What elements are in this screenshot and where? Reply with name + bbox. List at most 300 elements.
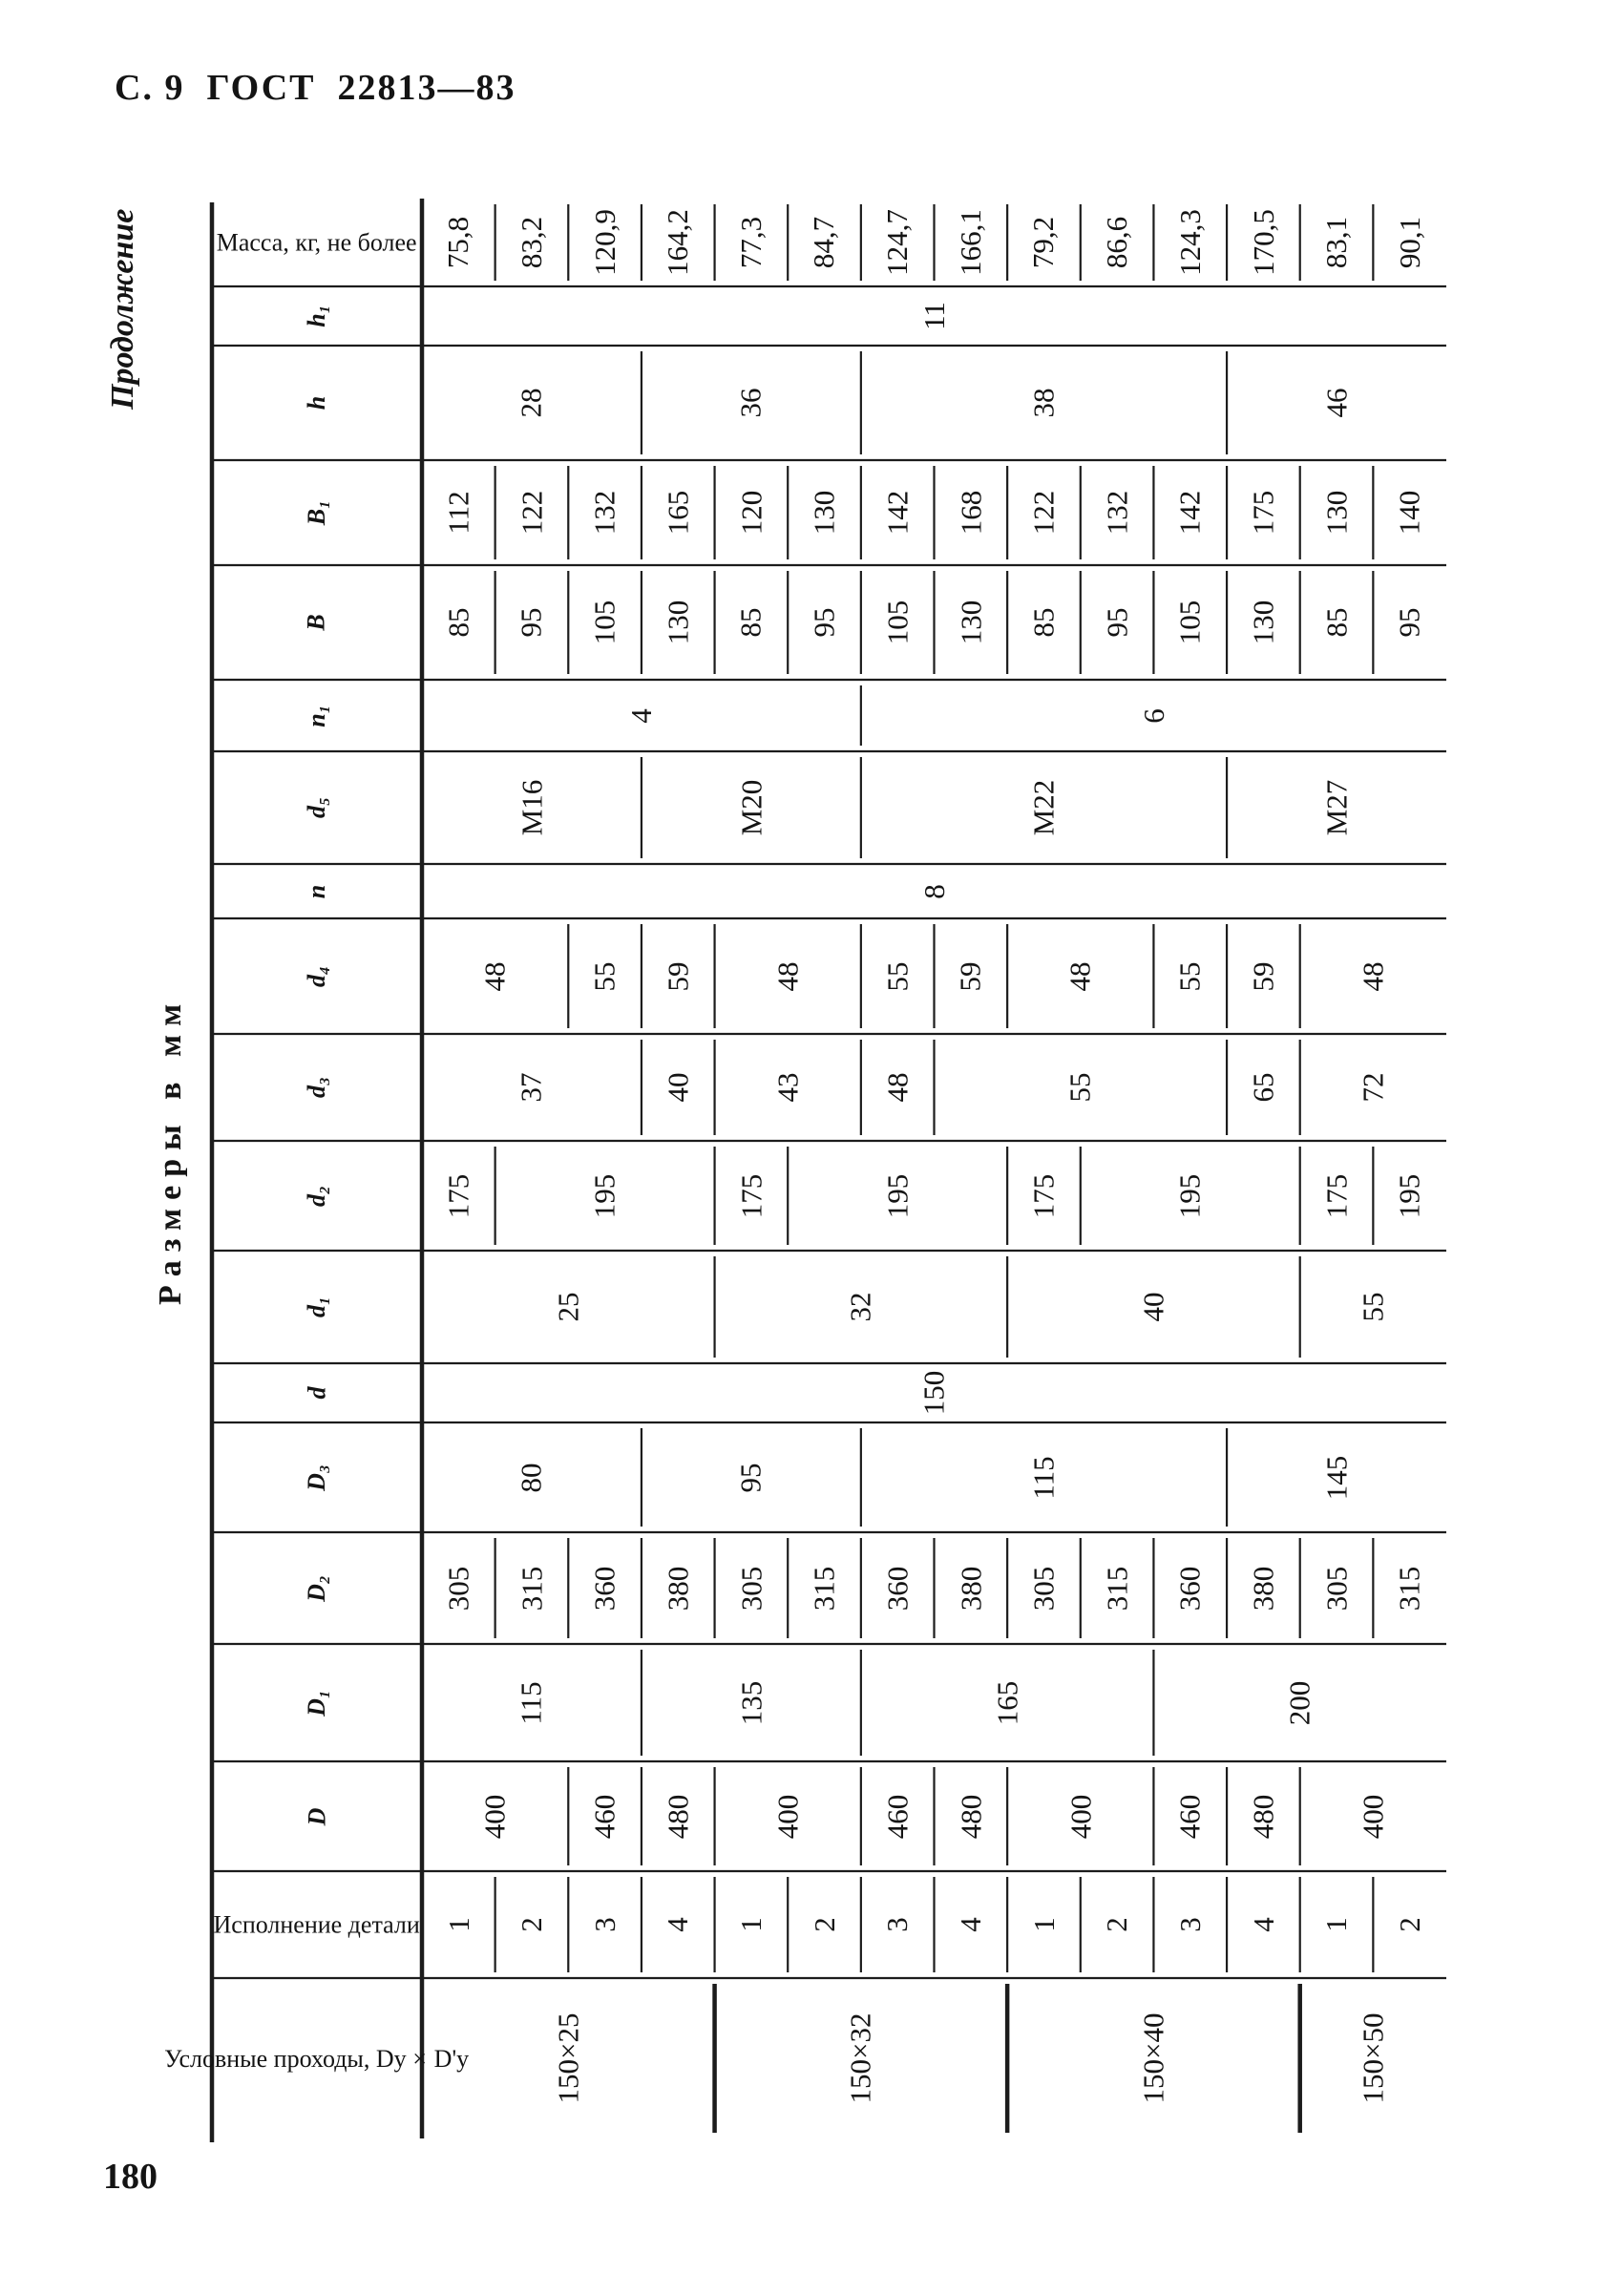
- cell-mass: [861, 199, 935, 286]
- cell-d4: [1153, 918, 1227, 1034]
- cell-value: 43: [770, 1072, 805, 1103]
- cell-value: 95: [1100, 607, 1134, 638]
- cell-b1: [1227, 460, 1300, 565]
- cell-b1: [495, 460, 569, 565]
- cell-b: [568, 565, 642, 680]
- cell-mass: [568, 199, 642, 286]
- cell-value: 80: [514, 1463, 548, 1492]
- cell-b1: [642, 460, 715, 565]
- cell-value: 2: [514, 1917, 548, 1932]
- cell-value: 4: [623, 707, 658, 724]
- cell-value: 195: [587, 1173, 621, 1218]
- cell-d2: [861, 1532, 935, 1644]
- cell-value: 36: [733, 388, 768, 418]
- column-header-b1: [212, 460, 422, 565]
- column-header-d1: [212, 1644, 422, 1761]
- cell-value: 90,1: [1392, 216, 1426, 269]
- cell-d2: [1081, 1141, 1300, 1251]
- cell-value: 168: [953, 490, 987, 536]
- cell-value: 305: [1026, 1566, 1061, 1611]
- cell-value: 480: [1246, 1794, 1280, 1839]
- cell-value: 400: [1356, 1794, 1390, 1839]
- cell-value: 85: [733, 607, 768, 638]
- cell-d: [422, 1363, 1446, 1422]
- cell-value: 55: [1172, 961, 1207, 991]
- cell-isp: [1227, 1871, 1300, 1978]
- cell-b: [642, 565, 715, 680]
- cell-h: [422, 346, 642, 460]
- cell-value: 48: [1063, 961, 1097, 991]
- cell-value: 145: [1319, 1455, 1354, 1500]
- cell-value: 122: [1026, 490, 1061, 536]
- cell-d2: [715, 1532, 789, 1644]
- units-title: Размеры в мм: [153, 995, 188, 1306]
- cell-value: 305: [1319, 1566, 1354, 1611]
- cell-b: [1153, 565, 1227, 680]
- cell-value: 37: [514, 1072, 548, 1103]
- column-header-label: Масса, кг, не более: [217, 228, 417, 257]
- cell-value: 380: [1246, 1566, 1280, 1611]
- column-header-label: D₃: [303, 1464, 330, 1491]
- cell-value: 77,3: [733, 216, 768, 269]
- cell-d4: [861, 918, 935, 1034]
- cell-value: 164,2: [661, 209, 695, 276]
- cell-isp: [568, 1871, 642, 1978]
- cell-value: 480: [953, 1794, 987, 1839]
- cell-value: 165: [990, 1680, 1024, 1725]
- column-header-n1: [212, 680, 422, 751]
- column-header-label: Условные проходы, Dу×D'у: [164, 2044, 470, 2073]
- cell-d1: [642, 1644, 861, 1761]
- cell-isp: [1300, 1871, 1374, 1978]
- cell-mass: [788, 199, 861, 286]
- cell-value: 105: [1172, 600, 1207, 645]
- cell-isp: [1081, 1871, 1154, 1978]
- cell-d2: [1081, 1532, 1154, 1644]
- cell-value: 122: [514, 490, 548, 536]
- cell-value: 8: [916, 883, 951, 899]
- cell-value: 400: [1063, 1794, 1097, 1839]
- cell-mass: [1153, 199, 1227, 286]
- column-header-d3: [212, 1034, 422, 1141]
- cell-d3: [715, 1034, 861, 1141]
- cell-value: 86,6: [1100, 216, 1134, 269]
- cell-value: 40: [1136, 1292, 1170, 1322]
- cell-value: 380: [661, 1566, 695, 1611]
- cell-d: [1300, 1761, 1446, 1871]
- column-header-label: d₃: [302, 1076, 330, 1099]
- cell-value: 28: [514, 388, 548, 418]
- cell-isp: [1153, 1871, 1227, 1978]
- cell-value: 175: [441, 1173, 475, 1218]
- cell-value: 6: [1136, 707, 1170, 724]
- cell-value: 460: [880, 1794, 915, 1839]
- cell-d2: [788, 1532, 861, 1644]
- column-header-label: d₁: [302, 1295, 330, 1318]
- column-header-label: n: [303, 884, 330, 898]
- cell-value: 48: [1356, 961, 1390, 991]
- cell-b1: [1081, 460, 1154, 565]
- cell-isp: [1373, 1871, 1446, 1978]
- column-header-label: d: [303, 1386, 330, 1400]
- cell-value: 1: [441, 1917, 475, 1932]
- cell-value: 460: [587, 1794, 621, 1839]
- cell-d2: [1373, 1141, 1446, 1251]
- cell-mass: [495, 199, 569, 286]
- cell-d2: [788, 1141, 1007, 1251]
- cell-d4: [1300, 918, 1446, 1034]
- column-header-label: h₁: [303, 305, 330, 327]
- cell-d: [861, 1761, 935, 1871]
- cell-value: 95: [1392, 607, 1426, 638]
- column-header-label: d₅: [302, 796, 330, 819]
- cell-b1: [1007, 460, 1081, 565]
- cell-value: 25: [551, 1292, 585, 1322]
- cell-d2: [642, 1532, 715, 1644]
- cell-d3: [935, 1034, 1228, 1141]
- cell-d: [568, 1761, 642, 1871]
- cell-value: 140: [1392, 490, 1426, 536]
- cell-value: 48: [770, 961, 805, 991]
- cell-d2: [1373, 1532, 1446, 1644]
- cell-value: 85: [441, 607, 475, 638]
- cell-b: [1373, 565, 1446, 680]
- cell-value: 59: [953, 961, 987, 991]
- cell-h: [642, 346, 861, 460]
- cell-value: 132: [1100, 490, 1134, 536]
- cell-value: 130: [1246, 600, 1280, 645]
- cell-value: 1: [1319, 1917, 1354, 1932]
- cell-mass: [1007, 199, 1081, 286]
- cell-d2: [1007, 1532, 1081, 1644]
- cell-d3: [422, 1034, 642, 1141]
- cell-d2: [715, 1141, 789, 1251]
- cell-dy: [422, 1978, 715, 2138]
- cell-value: 135: [733, 1680, 768, 1725]
- cell-value: 360: [1172, 1566, 1207, 1611]
- cell-h1: [422, 286, 1446, 346]
- cell-h: [1227, 346, 1446, 460]
- cell-value: M22: [1026, 779, 1061, 836]
- cell-value: 55: [880, 961, 915, 991]
- cell-value: 165: [661, 490, 695, 536]
- cell-value: 2: [1392, 1917, 1426, 1932]
- cell-dy: [715, 1978, 1008, 2138]
- cell-value: 72: [1356, 1072, 1390, 1103]
- cell-b: [788, 565, 861, 680]
- cell-value: 40: [661, 1072, 695, 1103]
- cell-value: 150: [916, 1370, 951, 1416]
- cell-value: 195: [1392, 1173, 1426, 1218]
- column-header-label: D₂: [303, 1574, 330, 1602]
- column-header-dy: [164, 1978, 470, 2138]
- cell-value: 132: [587, 490, 621, 536]
- column-header-d: [212, 1363, 422, 1422]
- cell-value: 105: [587, 600, 621, 645]
- cell-d: [715, 1761, 861, 1871]
- cell-value: 170,5: [1246, 209, 1280, 276]
- cell-mass: [1081, 199, 1154, 286]
- cell-value: 166,1: [953, 209, 987, 276]
- cell-d: [1007, 1761, 1153, 1871]
- column-header-label: D: [303, 1807, 330, 1825]
- cell-d2: [495, 1141, 715, 1251]
- cell-value: 83,2: [514, 216, 548, 269]
- cell-b1: [1300, 460, 1374, 565]
- column-header-label: d₂: [302, 1185, 330, 1207]
- cell-d2: [1300, 1532, 1374, 1644]
- cell-value: 460: [1172, 1794, 1207, 1839]
- cell-value: 3: [1172, 1917, 1207, 1932]
- cell-value: 79,2: [1026, 216, 1061, 269]
- cell-value: 55: [1063, 1072, 1097, 1103]
- cell-value: 315: [1392, 1566, 1426, 1611]
- cell-d5: [861, 751, 1227, 864]
- cell-value: 150×32: [843, 2012, 877, 2104]
- cell-b: [935, 565, 1008, 680]
- column-header-label: n₁: [303, 704, 330, 727]
- cell-b: [1007, 565, 1081, 680]
- column-header-label: D₁: [303, 1689, 330, 1717]
- cell-d: [1227, 1761, 1300, 1871]
- cell-value: 360: [587, 1566, 621, 1611]
- cell-value: 150×40: [1136, 2012, 1170, 2104]
- cell-value: 142: [1172, 490, 1207, 536]
- cell-value: 195: [1172, 1173, 1207, 1218]
- column-header-label: B: [303, 614, 330, 631]
- cell-value: 380: [953, 1566, 987, 1611]
- cell-mass: [1373, 199, 1446, 286]
- cell-value: 400: [477, 1794, 512, 1839]
- cell-b1: [1373, 460, 1446, 565]
- column-header-d: [212, 1761, 422, 1871]
- cell-value: 4: [953, 1917, 987, 1932]
- cell-value: 105: [880, 600, 915, 645]
- cell-value: 360: [880, 1566, 915, 1611]
- cell-isp: [715, 1871, 789, 1978]
- cell-value: 400: [770, 1794, 805, 1839]
- cell-value: 315: [514, 1566, 548, 1611]
- cell-b1: [422, 460, 495, 565]
- column-header-d5: [212, 751, 422, 864]
- cell-d2: [1007, 1141, 1081, 1251]
- cell-b: [1227, 565, 1300, 680]
- cell-value: 95: [807, 607, 841, 638]
- cell-d1: [422, 1251, 715, 1363]
- cell-d3: [642, 1034, 715, 1141]
- cell-value: 130: [953, 600, 987, 645]
- cell-isp: [422, 1871, 495, 1978]
- cell-mass: [1300, 199, 1374, 286]
- cell-d2: [495, 1532, 569, 1644]
- cell-d2: [422, 1141, 495, 1251]
- cell-value: 130: [1319, 490, 1354, 536]
- cell-value: 46: [1319, 388, 1354, 418]
- cell-d4: [422, 918, 568, 1034]
- cell-d3: [1300, 1034, 1446, 1141]
- cell-d2: [935, 1532, 1008, 1644]
- cell-value: 112: [441, 491, 475, 535]
- page-number: 180: [103, 2157, 158, 2197]
- column-header-h1: [212, 286, 422, 346]
- column-header-label: B₁: [303, 499, 330, 526]
- cell-b: [422, 565, 495, 680]
- column-header-isp: [212, 1871, 422, 1978]
- cell-value: 124,7: [880, 209, 915, 276]
- cell-d2: [422, 1532, 495, 1644]
- cell-isp: [935, 1871, 1008, 1978]
- cell-d4: [568, 918, 642, 1034]
- cell-value: 83,1: [1319, 216, 1354, 269]
- column-header-d2: [212, 1532, 422, 1644]
- cell-d1: [1153, 1644, 1446, 1761]
- cell-value: 2: [1100, 1917, 1134, 1932]
- cell-d: [1153, 1761, 1227, 1871]
- cell-value: 175: [733, 1173, 768, 1218]
- column-header-d1: [212, 1251, 422, 1363]
- cell-d3: [861, 1422, 1227, 1532]
- cell-h: [861, 346, 1227, 460]
- cell-value: 1: [733, 1917, 768, 1932]
- cell-d3: [861, 1034, 935, 1141]
- cell-d4: [715, 918, 861, 1034]
- cell-d1: [715, 1251, 1008, 1363]
- cell-d2: [1227, 1532, 1300, 1644]
- cell-value: 305: [733, 1566, 768, 1611]
- cell-value: 142: [880, 490, 915, 536]
- cell-value: 38: [1026, 388, 1061, 418]
- cell-value: 1: [1026, 1917, 1061, 1932]
- cell-d1: [1007, 1251, 1300, 1363]
- cell-d5: [642, 751, 861, 864]
- cell-b1: [861, 460, 935, 565]
- cell-value: 195: [880, 1173, 915, 1218]
- column-header-d4: [212, 918, 422, 1034]
- cell-b1: [1153, 460, 1227, 565]
- cell-value: 11: [916, 302, 951, 330]
- cell-isp: [1007, 1871, 1081, 1978]
- cell-value: 115: [1026, 1455, 1061, 1500]
- cell-mass: [422, 199, 495, 286]
- cell-value: 32: [843, 1292, 877, 1322]
- cell-value: 59: [1246, 961, 1280, 991]
- cell-value: 2: [807, 1917, 841, 1932]
- cell-value: 95: [514, 607, 548, 638]
- cell-value: 55: [587, 961, 621, 991]
- cell-b1: [935, 460, 1008, 565]
- cell-d: [422, 1761, 568, 1871]
- cell-value: 85: [1319, 607, 1354, 638]
- cell-value: 175: [1246, 490, 1280, 536]
- cell-mass: [1227, 199, 1300, 286]
- cell-value: 85: [1026, 607, 1061, 638]
- cell-value: 480: [661, 1794, 695, 1839]
- cell-value: 150×50: [1356, 2012, 1390, 2104]
- cell-value: 84,7: [807, 216, 841, 269]
- cell-d3: [422, 1422, 642, 1532]
- cell-value: 3: [587, 1917, 621, 1932]
- cell-b: [861, 565, 935, 680]
- cell-mass: [642, 199, 715, 286]
- cell-value: 130: [661, 600, 695, 645]
- cell-dy: [1007, 1978, 1300, 2138]
- cell-value: 75,8: [441, 216, 475, 269]
- cell-value: 95: [733, 1463, 768, 1492]
- cell-value: 315: [807, 1566, 841, 1611]
- cell-value: 48: [477, 961, 512, 991]
- column-header-label: d₄: [302, 965, 330, 987]
- cell-mass: [935, 199, 1008, 286]
- page-header: С. 9 ГОСТ 22813—83: [115, 68, 516, 108]
- cell-b: [495, 565, 569, 680]
- cell-n1: [861, 680, 1446, 751]
- continuation-note: Продолжение: [105, 208, 140, 411]
- cell-value: 120: [733, 490, 768, 536]
- cell-value: 315: [1100, 1566, 1134, 1611]
- cell-value: M20: [733, 779, 768, 836]
- cell-mass: [715, 199, 789, 286]
- cell-d4: [1007, 918, 1153, 1034]
- cell-d2: [1153, 1532, 1227, 1644]
- cell-d3: [1227, 1422, 1446, 1532]
- column-header-label: h: [303, 395, 330, 411]
- cell-d5: [1227, 751, 1446, 864]
- cell-b: [1300, 565, 1374, 680]
- cell-value: 305: [441, 1566, 475, 1611]
- cell-value: 200: [1282, 1680, 1316, 1725]
- cell-value: 65: [1246, 1072, 1280, 1103]
- cell-value: 115: [514, 1680, 548, 1725]
- cell-d: [935, 1761, 1008, 1871]
- cell-d2: [1300, 1141, 1374, 1251]
- cell-value: 59: [661, 961, 695, 991]
- cell-isp: [642, 1871, 715, 1978]
- cell-d: [642, 1761, 715, 1871]
- column-header-n: [212, 864, 422, 918]
- column-header-h: [212, 346, 422, 460]
- cell-value: M27: [1319, 779, 1354, 836]
- cell-d4: [1227, 918, 1300, 1034]
- column-header-label: Исполнение детали: [213, 1910, 421, 1939]
- column-header-d3: [212, 1422, 422, 1532]
- cell-value: 3: [880, 1917, 915, 1932]
- cell-value: 120,9: [587, 209, 621, 276]
- cell-n1: [422, 680, 861, 751]
- cell-d1: [422, 1644, 642, 1761]
- cell-isp: [495, 1871, 569, 1978]
- cell-value: M16: [514, 779, 548, 836]
- cell-d4: [642, 918, 715, 1034]
- column-header-d2: [212, 1141, 422, 1251]
- cell-b: [715, 565, 789, 680]
- cell-isp: [861, 1871, 935, 1978]
- cell-d2: [568, 1532, 642, 1644]
- cell-d4: [935, 918, 1008, 1034]
- cell-d1: [861, 1644, 1154, 1761]
- cell-b1: [788, 460, 861, 565]
- column-header-b: [212, 565, 422, 680]
- cell-value: 55: [1356, 1292, 1390, 1322]
- cell-value: 175: [1319, 1173, 1354, 1218]
- cell-b: [1081, 565, 1154, 680]
- cell-d3: [1227, 1034, 1300, 1141]
- cell-value: 130: [807, 490, 841, 536]
- cell-b1: [568, 460, 642, 565]
- cell-b1: [715, 460, 789, 565]
- cell-dy: [1300, 1978, 1446, 2138]
- cell-n: [422, 864, 1446, 918]
- cell-value: 124,3: [1172, 209, 1207, 276]
